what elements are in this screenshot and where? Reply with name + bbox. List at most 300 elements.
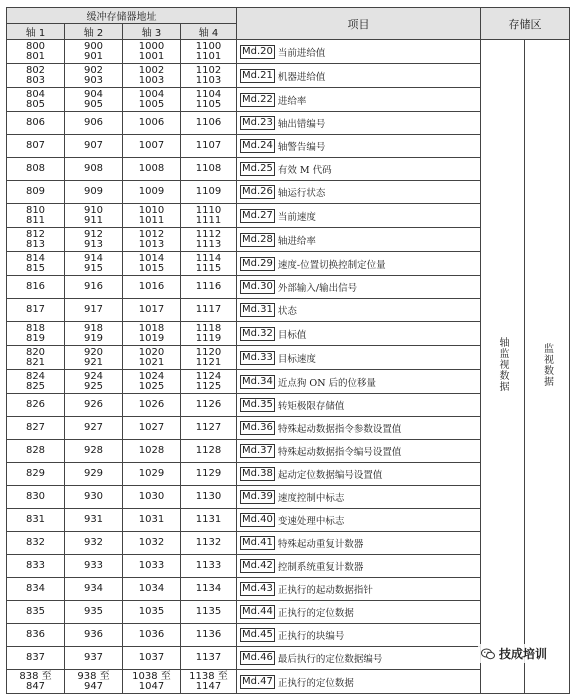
address-value: 1030 xyxy=(138,491,165,502)
axis-3-address-cell xyxy=(123,647,181,670)
monitor-data-table-container xyxy=(6,7,569,692)
monitor-code: Md.40 xyxy=(242,514,273,525)
item-description: 速度-位置切换控制定位量 xyxy=(277,259,386,271)
item-cell xyxy=(237,463,481,486)
address-value: 1004 xyxy=(138,88,165,100)
axis-1-address-cell xyxy=(7,578,65,601)
address-value: 930 xyxy=(83,491,104,502)
address-value: 829 xyxy=(25,468,46,479)
axis-3-address-cell xyxy=(123,40,181,64)
address-value: 1118 xyxy=(195,322,222,334)
axis-3-address-cell xyxy=(123,204,181,228)
address-value: 1029 xyxy=(138,468,165,479)
item-cell xyxy=(237,181,481,204)
axis-3-address-cell xyxy=(123,532,181,555)
address-value: 809 xyxy=(25,186,46,197)
axis-1-address-cell xyxy=(7,370,65,394)
axis-2-address-cell xyxy=(65,670,123,694)
address-value: 806 xyxy=(25,117,46,128)
address-value: 812 xyxy=(25,228,46,240)
address-value: 947 xyxy=(83,680,104,692)
address-value: 1127 xyxy=(195,422,222,433)
axis-1-address-cell xyxy=(7,647,65,670)
axis-1-address-cell xyxy=(7,440,65,463)
item-description: 轴运行状态 xyxy=(277,188,326,199)
address-value: 1015 xyxy=(138,262,165,274)
axis-4-address-cell xyxy=(181,578,237,601)
axis-1-header: 轴 1 xyxy=(7,24,65,40)
axis-4-address-cell xyxy=(181,624,237,647)
address-value: 904 xyxy=(83,88,104,100)
item-description: 轴出错编号 xyxy=(277,119,326,130)
monitor-code: Md.33 xyxy=(242,351,273,363)
monitor-code: Md.29 xyxy=(242,257,273,269)
item-description: 轴警告编号 xyxy=(277,142,326,153)
item-cell xyxy=(237,509,481,532)
monitor-code: Md.38 xyxy=(242,468,273,479)
address-value: 1018 xyxy=(138,322,165,334)
axis-3-address-cell xyxy=(123,181,181,204)
address-value: 1032 xyxy=(138,537,165,548)
address-value: 911 xyxy=(83,214,104,226)
axis-4-address-cell xyxy=(181,440,237,463)
item-cell xyxy=(237,555,481,578)
address-value: 1132 xyxy=(195,537,222,548)
axis-2-address-cell xyxy=(65,370,123,394)
item-cell xyxy=(237,394,481,417)
address-value: 920 xyxy=(83,346,104,358)
item-description: 有效 M 代码 xyxy=(277,165,332,176)
address-value: 1021 xyxy=(138,356,165,368)
axis-4-address-cell xyxy=(181,40,237,64)
axis-2-address-cell xyxy=(65,601,123,624)
address-value: 1134 xyxy=(195,583,222,594)
axis-1-address-cell xyxy=(7,417,65,440)
address-value: 1027 xyxy=(138,422,165,433)
address-value: 1117 xyxy=(195,304,222,315)
axis-1-address-cell xyxy=(7,346,65,370)
axis-1-address-cell xyxy=(7,158,65,181)
address-value: 1105 xyxy=(195,98,222,110)
axis-2-address-cell xyxy=(65,440,123,463)
axis-3-address-cell xyxy=(123,276,181,299)
axis-1-address-cell xyxy=(7,670,65,694)
axis-4-address-cell xyxy=(181,370,237,394)
axis-2-address-cell xyxy=(65,417,123,440)
axis-3-address-cell xyxy=(123,299,181,322)
address-value: 1001 xyxy=(138,50,165,62)
address-value: 938 至 xyxy=(77,670,110,682)
axis-1-address-cell xyxy=(7,555,65,578)
address-value: 1136 xyxy=(195,629,222,640)
axis-2-address-cell xyxy=(65,299,123,322)
monitor-code: Md.22 xyxy=(242,93,273,105)
axis-3-address-cell xyxy=(123,112,181,135)
address-value: 1124 xyxy=(195,370,222,382)
axis-2-address-cell xyxy=(65,394,123,417)
axis-1-address-cell xyxy=(7,486,65,509)
axis-4-address-cell xyxy=(181,509,237,532)
item-cell xyxy=(237,670,481,694)
axis-2-address-cell xyxy=(65,346,123,370)
address-value: 1037 xyxy=(138,652,165,663)
monitor-code: Md.41 xyxy=(242,537,273,548)
axis-1-address-cell xyxy=(7,64,65,88)
address-value: 1038 至 xyxy=(132,670,171,682)
monitor-area-label: 监视数据 xyxy=(541,342,553,387)
address-value: 934 xyxy=(83,583,104,594)
address-value: 805 xyxy=(25,98,46,110)
axis-2-header: 轴 2 xyxy=(65,24,123,40)
item-description: 轴进给率 xyxy=(277,235,316,247)
item-cell xyxy=(237,486,481,509)
address-value: 1016 xyxy=(138,281,165,292)
item-cell xyxy=(237,40,481,64)
item-cell xyxy=(237,252,481,276)
axis-4-header: 轴 4 xyxy=(181,24,237,40)
axis-4-address-cell xyxy=(181,417,237,440)
axis-4-address-cell xyxy=(181,394,237,417)
axis-1-address-cell xyxy=(7,40,65,64)
axis-4-address-cell xyxy=(181,532,237,555)
item-cell xyxy=(237,204,481,228)
axis-2-address-cell xyxy=(65,135,123,158)
monitor-code: Md.32 xyxy=(242,327,273,339)
axis-4-address-cell xyxy=(181,486,237,509)
address-value: 817 xyxy=(25,304,46,315)
address-value: 834 xyxy=(25,583,46,594)
watermark-text: 技成培训 xyxy=(499,647,548,661)
axis-3-address-cell xyxy=(123,64,181,88)
axis-4-address-cell xyxy=(181,158,237,181)
axis-2-address-cell xyxy=(65,555,123,578)
address-value: 824 xyxy=(25,370,46,382)
item-cell xyxy=(237,64,481,88)
axis-4-address-cell xyxy=(181,181,237,204)
axis-1-address-cell xyxy=(7,394,65,417)
address-value: 835 xyxy=(25,606,46,617)
axis-4-address-cell xyxy=(181,135,237,158)
axis-4-address-cell xyxy=(181,228,237,252)
axis-2-address-cell xyxy=(65,647,123,670)
address-value: 917 xyxy=(83,304,104,315)
address-value: 914 xyxy=(83,252,104,264)
address-value: 826 xyxy=(25,399,46,410)
address-value: 847 xyxy=(25,680,46,692)
address-value: 1008 xyxy=(138,163,165,174)
monitor-code: Md.46 xyxy=(242,652,273,663)
address-value: 1017 xyxy=(138,304,165,315)
item-cell xyxy=(237,228,481,252)
axis-4-address-cell xyxy=(181,647,237,670)
address-value: 1020 xyxy=(138,346,165,358)
item-description: 当前速度 xyxy=(277,211,316,223)
address-value: 1135 xyxy=(195,606,222,617)
item-description: 最后执行的定位数据编号 xyxy=(277,654,383,665)
axis-2-address-cell xyxy=(65,40,123,64)
address-value: 932 xyxy=(83,537,104,548)
monitor-code: Md.37 xyxy=(242,445,273,456)
axis-3-address-cell xyxy=(123,228,181,252)
monitor-code: Md.31 xyxy=(242,304,273,315)
axis-3-address-cell xyxy=(123,509,181,532)
axis-3-address-cell xyxy=(123,440,181,463)
address-value: 1025 xyxy=(138,380,165,392)
monitor-code: Md.28 xyxy=(242,233,273,245)
monitor-code: Md.27 xyxy=(242,209,273,221)
axis-4-address-cell xyxy=(181,463,237,486)
axis-2-address-cell xyxy=(65,509,123,532)
item-cell xyxy=(237,299,481,322)
address-value: 924 xyxy=(83,370,104,382)
item-description: 正执行的定位数据 xyxy=(277,608,354,619)
address-value: 1119 xyxy=(195,332,222,344)
address-value: 1028 xyxy=(138,445,165,456)
axis-4-address-cell xyxy=(181,64,237,88)
address-value: 836 xyxy=(25,629,46,640)
address-value: 1035 xyxy=(138,606,165,617)
axis-3-address-cell xyxy=(123,601,181,624)
item-cell xyxy=(237,88,481,112)
address-value: 1007 xyxy=(138,140,165,151)
address-value: 819 xyxy=(25,332,46,344)
axis-3-address-cell xyxy=(123,252,181,276)
axis-3-address-cell xyxy=(123,135,181,158)
monitor-code: Md.36 xyxy=(242,422,273,433)
item-description: 机器进给值 xyxy=(277,71,326,83)
monitor-code: Md.39 xyxy=(242,491,273,502)
address-value: 1006 xyxy=(138,117,165,128)
address-value: 1110 xyxy=(195,204,222,216)
item-cell xyxy=(237,135,481,158)
address-value: 935 xyxy=(83,606,104,617)
address-value: 1131 xyxy=(195,514,222,525)
address-value: 828 xyxy=(25,445,46,456)
item-cell xyxy=(237,440,481,463)
address-value: 931 xyxy=(83,514,104,525)
item-description: 状态 xyxy=(277,306,297,317)
axis-2-address-cell xyxy=(65,228,123,252)
address-value: 1113 xyxy=(195,238,222,250)
axis-1-address-cell xyxy=(7,463,65,486)
buffer-memory-table xyxy=(6,7,570,694)
monitor-code: Md.23 xyxy=(242,117,273,128)
axis-3-address-cell xyxy=(123,555,181,578)
axis-3-address-cell xyxy=(123,624,181,647)
axis-3-address-cell xyxy=(123,88,181,112)
address-value: 1116 xyxy=(195,281,222,292)
address-value: 837 xyxy=(25,652,46,663)
monitor-code: Md.44 xyxy=(242,606,273,617)
item-description: 特殊起动数据指令编号设置值 xyxy=(277,447,402,458)
address-value: 1014 xyxy=(138,252,165,264)
address-value: 831 xyxy=(25,514,46,525)
address-value: 808 xyxy=(25,163,46,174)
address-value: 1011 xyxy=(138,214,165,226)
axis-3-address-cell xyxy=(123,370,181,394)
monitor-code: Md.43 xyxy=(242,583,273,594)
address-value: 915 xyxy=(83,262,104,274)
address-value: 933 xyxy=(83,560,104,571)
address-value: 909 xyxy=(83,186,104,197)
address-value: 1128 xyxy=(195,445,222,456)
axis-2-address-cell xyxy=(65,252,123,276)
axis-3-address-cell xyxy=(123,670,181,694)
axis-1-address-cell xyxy=(7,181,65,204)
address-value: 820 xyxy=(25,346,46,358)
address-value: 1009 xyxy=(138,186,165,197)
address-value: 905 xyxy=(83,98,104,110)
storage-area-header: 存储区 xyxy=(481,8,570,40)
axis-1-address-cell xyxy=(7,204,65,228)
address-value: 803 xyxy=(25,74,46,86)
axis-1-address-cell xyxy=(7,532,65,555)
address-value: 901 xyxy=(83,50,104,62)
watermark xyxy=(478,644,550,663)
address-value: 921 xyxy=(83,356,104,368)
address-value: 1103 xyxy=(195,74,222,86)
address-value: 818 xyxy=(25,322,46,334)
axis-monitor-group-cell xyxy=(481,40,525,694)
address-value: 807 xyxy=(25,140,46,151)
item-description: 控制系统重复计数器 xyxy=(277,562,364,573)
item-cell xyxy=(237,276,481,299)
item-description: 起动定位数据编号设置值 xyxy=(277,470,383,481)
address-value: 1106 xyxy=(195,117,222,128)
address-value: 1126 xyxy=(195,399,222,410)
address-value: 1112 xyxy=(195,228,222,240)
axis-2-address-cell xyxy=(65,112,123,135)
address-value: 838 至 xyxy=(19,670,52,682)
monitor-code: Md.35 xyxy=(242,399,273,410)
item-description: 外部输入/输出信号 xyxy=(277,283,358,294)
axis-4-address-cell xyxy=(181,252,237,276)
axis-1-address-cell xyxy=(7,509,65,532)
address-value: 1101 xyxy=(195,50,222,62)
axis-4-address-cell xyxy=(181,555,237,578)
monitor-area-cell xyxy=(525,40,570,694)
address-value: 910 xyxy=(83,204,104,216)
item-description: 转矩极限存储值 xyxy=(277,401,345,412)
address-value: 912 xyxy=(83,228,104,240)
address-value: 916 xyxy=(83,281,104,292)
table-body xyxy=(7,40,570,694)
address-value: 929 xyxy=(83,468,104,479)
axis-4-address-cell xyxy=(181,88,237,112)
address-value: 937 xyxy=(83,652,104,663)
axis-2-address-cell xyxy=(65,486,123,509)
wechat-icon xyxy=(481,648,495,660)
item-description: 进给率 xyxy=(277,95,307,107)
address-value: 1000 xyxy=(138,40,165,52)
address-value: 1147 xyxy=(195,680,222,692)
address-value: 1120 xyxy=(195,346,222,358)
address-value: 918 xyxy=(83,322,104,334)
address-value: 1013 xyxy=(138,238,165,250)
item-cell xyxy=(237,624,481,647)
axis-4-address-cell xyxy=(181,112,237,135)
address-value: 830 xyxy=(25,491,46,502)
axis-1-address-cell xyxy=(7,112,65,135)
address-value: 1133 xyxy=(195,560,222,571)
address-value: 1130 xyxy=(195,491,222,502)
item-description: 目标速度 xyxy=(277,353,316,365)
address-value: 1026 xyxy=(138,399,165,410)
address-value: 1121 xyxy=(195,356,222,368)
address-value: 804 xyxy=(25,88,46,100)
address-value: 1114 xyxy=(195,252,222,264)
axis-2-address-cell xyxy=(65,181,123,204)
address-value: 816 xyxy=(25,281,46,292)
address-value: 936 xyxy=(83,629,104,640)
monitor-code: Md.42 xyxy=(242,560,273,571)
address-value: 1102 xyxy=(195,64,222,76)
item-cell xyxy=(237,647,481,670)
address-value: 919 xyxy=(83,332,104,344)
address-value: 1137 xyxy=(195,652,222,663)
item-description: 变速处理中标志 xyxy=(277,516,345,527)
axis-1-address-cell xyxy=(7,228,65,252)
axis-2-address-cell xyxy=(65,158,123,181)
axis-3-header: 轴 3 xyxy=(123,24,181,40)
address-value: 814 xyxy=(25,252,46,264)
monitor-code: Md.34 xyxy=(242,375,273,387)
item-cell xyxy=(237,322,481,346)
axis-4-address-cell xyxy=(181,276,237,299)
address-value: 1024 xyxy=(138,370,165,382)
axis-1-address-cell xyxy=(7,322,65,346)
item-description: 正执行的定位数据 xyxy=(277,677,354,689)
axis-2-address-cell xyxy=(65,578,123,601)
address-value: 825 xyxy=(25,380,46,392)
axis-2-address-cell xyxy=(65,64,123,88)
item-description: 正执行的起动数据指针 xyxy=(277,585,373,596)
address-value: 1108 xyxy=(195,163,222,174)
item-description: 目标值 xyxy=(277,329,307,341)
item-cell xyxy=(237,112,481,135)
address-value: 815 xyxy=(25,262,46,274)
axis-2-address-cell xyxy=(65,532,123,555)
address-value: 1111 xyxy=(195,214,222,226)
address-value: 821 xyxy=(25,356,46,368)
item-description: 速度控制中标志 xyxy=(277,493,345,504)
axis-3-address-cell xyxy=(123,417,181,440)
monitor-code: Md.26 xyxy=(242,186,273,197)
address-value: 811 xyxy=(25,214,46,226)
axis-3-address-cell xyxy=(123,578,181,601)
monitor-code: Md.47 xyxy=(242,675,273,687)
address-value: 1002 xyxy=(138,64,165,76)
address-value: 1138 至 xyxy=(189,670,228,682)
axis-1-address-cell xyxy=(7,276,65,299)
monitor-code: Md.20 xyxy=(242,45,273,57)
address-value: 802 xyxy=(25,64,46,76)
address-value: 1033 xyxy=(138,560,165,571)
monitor-code: Md.24 xyxy=(242,140,273,151)
axis-3-address-cell xyxy=(123,486,181,509)
axis-1-address-cell xyxy=(7,135,65,158)
item-cell xyxy=(237,532,481,555)
item-description: 当前进给值 xyxy=(277,47,326,59)
address-value: 1100 xyxy=(195,40,222,52)
axis-2-address-cell xyxy=(65,624,123,647)
item-description: 特殊起动重复计数器 xyxy=(277,539,364,550)
address-value: 906 xyxy=(83,117,104,128)
address-value: 907 xyxy=(83,140,104,151)
address-value: 1115 xyxy=(195,262,222,274)
axis-3-address-cell xyxy=(123,394,181,417)
address-value: 903 xyxy=(83,74,104,86)
